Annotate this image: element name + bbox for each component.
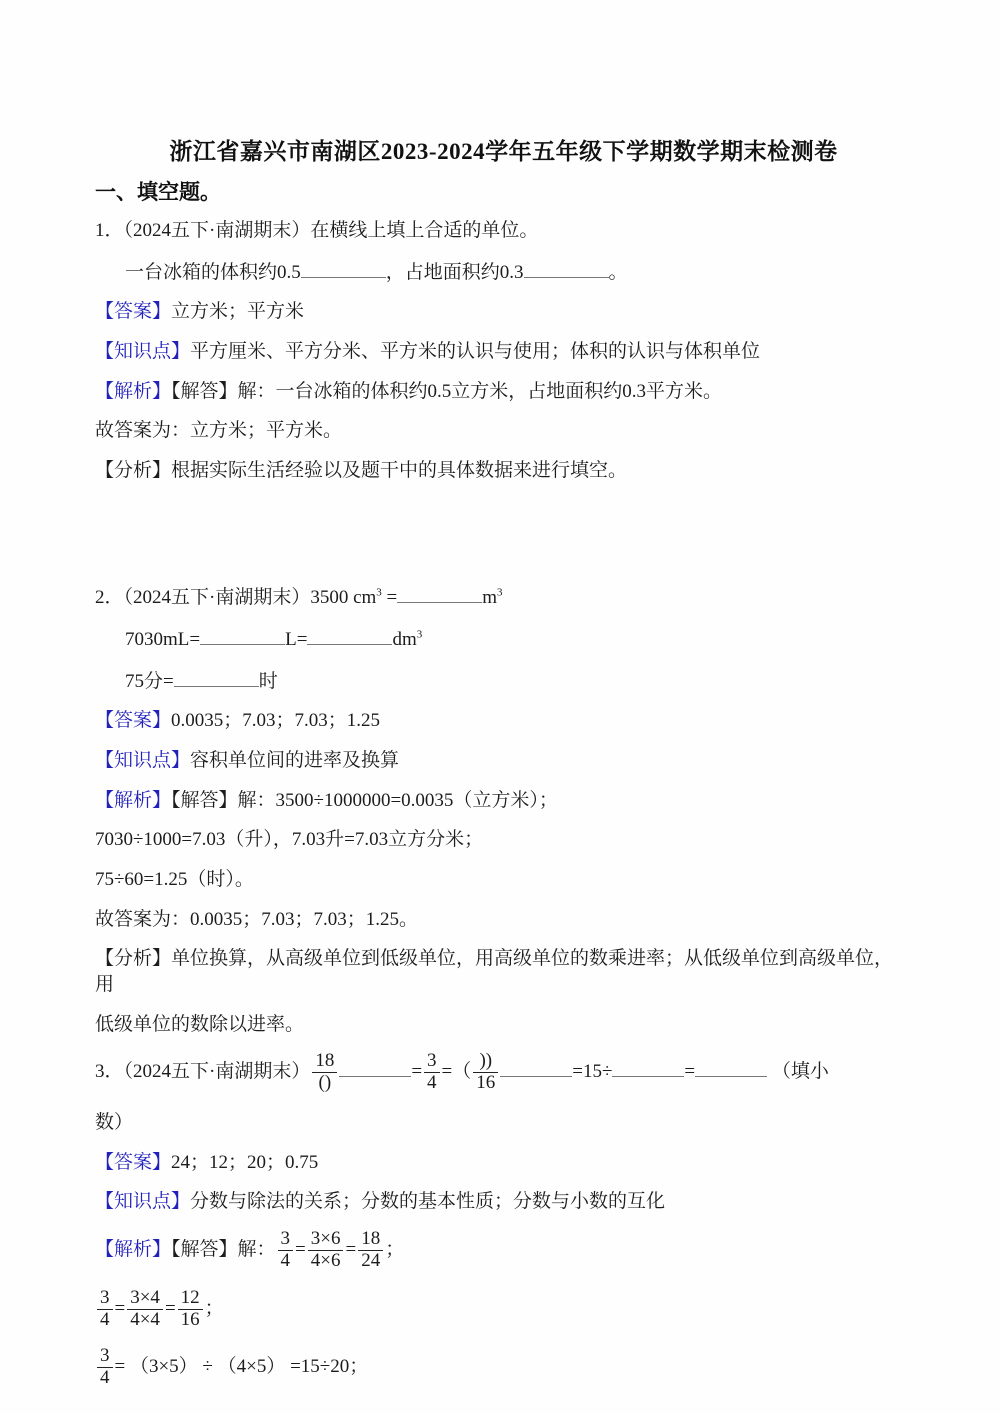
- question-3: [95, 1051, 912, 1389]
- q2-l2-unit: dm: [392, 629, 417, 651]
- q2-line-b: 7030÷1000=7.03（升），7.03升=7.03立方分米；: [95, 829, 484, 851]
- q3-answer-line: [95, 1150, 912, 1176]
- fill-blank-underline: [524, 258, 609, 278]
- q2-l2-mid: L=: [285, 629, 308, 651]
- q1-stem: 1．（2024五下·南湖期末）在横线上填上合适的单位。: [95, 220, 539, 241]
- fraction-numerator: 3: [278, 1229, 294, 1251]
- equals-sign: =: [295, 1238, 306, 1260]
- q2-knowledge-text: 容积单位间的进率及换算: [190, 750, 400, 772]
- q3-solve-line2: [95, 1288, 912, 1331]
- q1-knowledge-line: [95, 339, 912, 365]
- q2-fenxi-text-a: 单位换算，从高级单位到低级单位，用高级单位的数乘进率；从低级单位到高级单位，用: [95, 948, 894, 995]
- q2-sup-dm3: 3: [416, 628, 423, 641]
- q1-fenxi-text: 根据实际生活经验以及题干中的具体数据来进行填空。: [171, 459, 628, 481]
- fenxi-label: 【分析】: [95, 459, 172, 481]
- fraction-denominator: 4: [427, 1072, 437, 1094]
- q3-s2-tail: ；: [204, 1297, 224, 1319]
- q3-s3-rest: = （3×5） ÷ （4×5） =15÷20；: [114, 1356, 369, 1378]
- q3-answer-text: 24；12；20；0.75: [171, 1151, 319, 1173]
- fraction-numerator: 3×6: [308, 1229, 344, 1251]
- fraction-numerator: 3: [97, 1346, 113, 1368]
- fill-blank-underline: [500, 1057, 572, 1077]
- q1-answer-line: [95, 299, 912, 325]
- fraction-denominator: 4: [100, 1308, 110, 1330]
- q2-l2-pre: 7030mL=: [125, 629, 201, 651]
- q3-tail-a: （填小: [771, 1060, 829, 1082]
- q2-fenxi-line: [95, 946, 912, 997]
- question-1: [95, 218, 912, 483]
- q2-analysis-line: [95, 788, 912, 814]
- fraction-numerator: 18: [358, 1229, 383, 1251]
- q3-s1-tail: ；: [385, 1238, 405, 1260]
- fraction-numerator: 3×4: [127, 1288, 163, 1310]
- fraction-numerator: 18: [312, 1051, 337, 1073]
- knowledge-label: 【知识点】: [95, 1191, 191, 1213]
- fill-blank-underline: [174, 667, 259, 687]
- section-heading: 一、填空题。: [95, 180, 221, 204]
- fraction-blank-16: [473, 1051, 498, 1094]
- q3-eq3: =15÷: [572, 1060, 613, 1082]
- q2-answer-text: 0.0035；7.03；7.03；1.25: [171, 710, 381, 732]
- section-gap: [95, 497, 912, 583]
- fraction-denominator: 16: [476, 1072, 496, 1094]
- fraction-denominator: 16: [180, 1308, 200, 1330]
- q2-jieda-text: 解：3500÷1000000=0.0035（立方米）；: [237, 789, 558, 811]
- fraction-18-blank: [312, 1051, 337, 1094]
- q3-tail-b: 数）: [95, 1111, 134, 1133]
- q1-fill-line: [95, 258, 912, 286]
- q1-answer-text: 立方米；平方米: [171, 301, 305, 323]
- jiexi-label: 【解析】: [95, 789, 172, 811]
- q2-line3: [95, 667, 912, 695]
- fill-blank-underline: [200, 625, 285, 645]
- fraction-denominator: (): [318, 1072, 332, 1094]
- fenxi-label: 【分析】: [95, 948, 172, 970]
- jieda-label: 【解答】: [171, 380, 238, 402]
- jiexi-label: 【解析】: [95, 380, 172, 402]
- answer-label: 【答案】: [95, 710, 172, 732]
- fill-blank-underline: [301, 258, 386, 278]
- q2-sup-cm3: 3: [376, 587, 382, 600]
- q2-stem: [95, 583, 912, 611]
- fraction-3-4: [278, 1229, 294, 1272]
- q1-analysis-line: [95, 379, 912, 405]
- fraction-numerator: 3: [97, 1288, 113, 1310]
- q2-stem-pre: 2．（2024五下·南湖期末）3500 cm: [95, 587, 377, 609]
- fraction-denominator: 4: [280, 1249, 291, 1271]
- q3-stem-pre: 3．（2024五下·南湖期末）: [95, 1060, 311, 1082]
- q2-knowledge-line: [95, 748, 912, 774]
- equals-sign: =: [114, 1297, 126, 1319]
- answer-label: 【答案】: [95, 301, 172, 323]
- q3-solve-line1: [95, 1229, 912, 1272]
- equals-sign: =: [164, 1297, 176, 1319]
- q3-stem: [95, 1051, 912, 1094]
- fraction-denominator: 4: [100, 1367, 110, 1389]
- q3-solve-line3: [95, 1346, 912, 1389]
- knowledge-label: 【知识点】: [95, 340, 191, 362]
- q2-sup-m3: 3: [497, 587, 503, 600]
- q1-fill-mid: ，占地面积约0.3: [385, 261, 524, 283]
- q1-knowledge-text: 平方厘米、平方分米、平方米的认识与使用；体积的认识与体积单位: [190, 340, 761, 362]
- fraction-denominator: 24: [361, 1249, 381, 1271]
- q1-gu-line: 故答案为：立方米；平方米。: [95, 420, 343, 442]
- fill-blank-underline: [397, 583, 482, 603]
- fraction-numerator: )): [473, 1051, 498, 1073]
- fill-blank-underline: [695, 1057, 767, 1077]
- q1-fill-pre: 一台冰箱的体积约0.5: [125, 261, 301, 283]
- q3-eq1: =: [411, 1060, 423, 1082]
- fraction-3x6-4x6: [308, 1229, 344, 1272]
- fill-blank-underline: [339, 1057, 411, 1077]
- fraction-3-4: [424, 1051, 440, 1094]
- q2-fenxi-line2: 低级单位的数除以进率。: [95, 1013, 305, 1035]
- jieda-label: 【解答】: [171, 1238, 238, 1260]
- q2-unit-m: m: [482, 587, 498, 609]
- answer-label: 【答案】: [95, 1151, 172, 1173]
- fill-blank-underline: [612, 1057, 684, 1077]
- q2-gu-line: 故答案为：0.0035；7.03；7.03；1.25。: [95, 908, 419, 930]
- q1-fenxi-line: [95, 458, 912, 484]
- q3-knowledge-text: 分数与除法的关系；分数的基本性质；分数与小数的互化: [190, 1191, 666, 1213]
- q3-eq2: =（: [441, 1060, 472, 1082]
- fraction-denominator: 4×4: [130, 1308, 160, 1330]
- q2-line2: [95, 625, 912, 653]
- fraction-numerator: 12: [178, 1288, 203, 1310]
- q2-line-c: 75÷60=1.25（时）。: [95, 868, 254, 890]
- q2-l3-pre: 75分=: [125, 670, 174, 692]
- page-title: 浙江省嘉兴市南湖区2023-2024学年五年级下学期数学期末检测卷: [169, 139, 838, 164]
- fraction-denominator: 4×6: [310, 1249, 341, 1271]
- fraction-3-4: [97, 1346, 113, 1389]
- question-2: [95, 583, 912, 1037]
- fill-blank-underline: [307, 625, 392, 645]
- q1-fill-end: 。: [608, 261, 628, 283]
- q1-jieda-text: 解：一台冰箱的体积约0.5立方米，占地面积约0.3平方米。: [237, 380, 723, 402]
- knowledge-label: 【知识点】: [95, 750, 191, 772]
- q3-knowledge-line: [95, 1189, 912, 1215]
- equals-sign: =: [345, 1238, 357, 1260]
- jieda-label: 【解答】: [171, 789, 238, 811]
- q3-jieda-prefix: 解：: [237, 1238, 276, 1260]
- q2-eq: =: [386, 587, 398, 609]
- fraction-12-16: [178, 1288, 203, 1331]
- q2-l3-end: 时: [258, 670, 278, 692]
- q2-answer-line: [95, 708, 912, 734]
- jiexi-label: 【解析】: [95, 1238, 172, 1260]
- fraction-18-24: [358, 1229, 383, 1272]
- fraction-numerator: 3: [424, 1051, 440, 1073]
- q3-eq4: =: [684, 1060, 696, 1082]
- fraction-3x4-4x4: [127, 1288, 163, 1331]
- fraction-3-4: [97, 1288, 113, 1331]
